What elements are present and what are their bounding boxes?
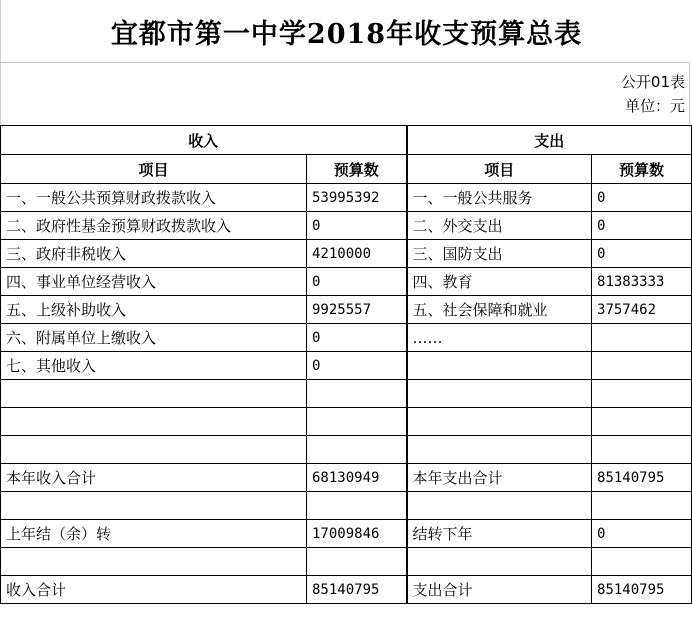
- expense-item-cell: [407, 352, 592, 380]
- expense-item-cell: 二、外交支出: [407, 212, 592, 240]
- table-row: [1, 492, 692, 520]
- table-row: [1, 268, 692, 296]
- table-row: [1, 520, 692, 548]
- expense-amount-cell: 0: [592, 184, 692, 212]
- income-amount-cell: [307, 380, 407, 408]
- unit-label: 单位：元: [624, 97, 685, 115]
- expense-item-cell: 三、国防支出: [407, 240, 592, 268]
- expense-amount-cell: [592, 324, 692, 352]
- expense-amount-cell: 85140795: [592, 576, 692, 604]
- table-row: [1, 464, 692, 492]
- expense-item-cell: [407, 492, 592, 520]
- income-amount-cell: 4210000: [307, 240, 407, 268]
- expense-item-cell: [407, 548, 592, 576]
- expense-amount-cell: 85140795: [592, 464, 692, 492]
- table-row: [1, 436, 692, 464]
- income-amount-cell: 68130949: [307, 464, 407, 492]
- income-item-cell: 四、事业单位经营收入: [1, 268, 307, 296]
- income-item-cell: 七、其他收入: [1, 352, 307, 380]
- income-amount-cell: 9925557: [307, 296, 407, 324]
- expense-item-cell: 结转下年: [407, 520, 592, 548]
- table-row: [1, 240, 692, 268]
- form-code: 公开01表: [620, 73, 685, 91]
- table-row: [1, 548, 692, 576]
- table-row: [1, 184, 692, 212]
- table-row: [1, 296, 692, 324]
- income-amount-cell: 0: [307, 212, 407, 240]
- expense-item-cell: 一、一般公共服务: [407, 184, 592, 212]
- income-amount-cell: [307, 408, 407, 436]
- income-item-cell: [1, 548, 307, 576]
- table-row: [1, 380, 692, 408]
- income-amount-cell: 0: [307, 324, 407, 352]
- income-item-header: 项目: [1, 155, 307, 184]
- table-row: [1, 576, 692, 604]
- income-amount-cell: 85140795: [307, 576, 407, 604]
- expense-section-header: 支出: [407, 126, 692, 155]
- income-amount-cell: [307, 548, 407, 576]
- table-row: [1, 352, 692, 380]
- table-row: [1, 212, 692, 240]
- expense-item-cell: [407, 380, 592, 408]
- expense-item-cell: [407, 436, 592, 464]
- expense-amount-cell: [592, 380, 692, 408]
- income-section-header: 收入: [1, 126, 407, 155]
- expense-item-cell: 五、社会保障和就业: [407, 296, 592, 324]
- expense-amount-cell: [592, 436, 692, 464]
- expense-amount-cell: [592, 352, 692, 380]
- income-item-cell: [1, 492, 307, 520]
- income-item-cell: 三、政府非税收入: [1, 240, 307, 268]
- income-amount-cell: [307, 492, 407, 520]
- income-amount-cell: [307, 436, 407, 464]
- income-item-cell: 上年结（余）转: [1, 520, 307, 548]
- income-item-cell: 一、一般公共预算财政拨款收入: [1, 184, 307, 212]
- income-amount-cell: 53995392: [307, 184, 407, 212]
- income-amount-header: 预算数: [307, 155, 407, 184]
- expense-item-cell: 四、教育: [407, 268, 592, 296]
- table-row: [1, 408, 692, 436]
- expense-item-cell: 本年支出合计: [407, 464, 592, 492]
- income-item-cell: 本年收入合计: [1, 464, 307, 492]
- income-item-cell: 二、政府性基金预算财政拨款收入: [1, 212, 307, 240]
- expense-amount-cell: [592, 408, 692, 436]
- expense-amount-cell: 3757462: [592, 296, 692, 324]
- income-amount-cell: 17009846: [307, 520, 407, 548]
- table-row: [1, 324, 692, 352]
- expense-amount-cell: [592, 492, 692, 520]
- expense-amount-cell: 0: [592, 212, 692, 240]
- expense-amount-cell: [592, 548, 692, 576]
- income-item-cell: 收入合计: [1, 576, 307, 604]
- income-item-cell: [1, 436, 307, 464]
- income-item-cell: 五、上级补助收入: [1, 296, 307, 324]
- expense-amount-header: 预算数: [592, 155, 692, 184]
- expense-amount-cell: 0: [592, 520, 692, 548]
- expense-item-cell: [407, 408, 592, 436]
- expense-item-cell: ……: [407, 324, 592, 352]
- expense-item-header: 项目: [407, 155, 592, 184]
- sheet-meta: [0, 62, 690, 126]
- budget-table: [0, 125, 692, 604]
- income-item-cell: [1, 380, 307, 408]
- income-amount-cell: 0: [307, 268, 407, 296]
- expense-amount-cell: 0: [592, 240, 692, 268]
- column-header-row: [1, 155, 692, 184]
- income-amount-cell: 0: [307, 352, 407, 380]
- section-header-row: [1, 126, 692, 155]
- expense-item-cell: 支出合计: [407, 576, 592, 604]
- sheet-title: 宜都市第一中学2018年收支预算总表: [0, 0, 692, 62]
- expense-amount-cell: 81383333: [592, 268, 692, 296]
- income-item-cell: 六、附属单位上缴收入: [1, 324, 307, 352]
- income-item-cell: [1, 408, 307, 436]
